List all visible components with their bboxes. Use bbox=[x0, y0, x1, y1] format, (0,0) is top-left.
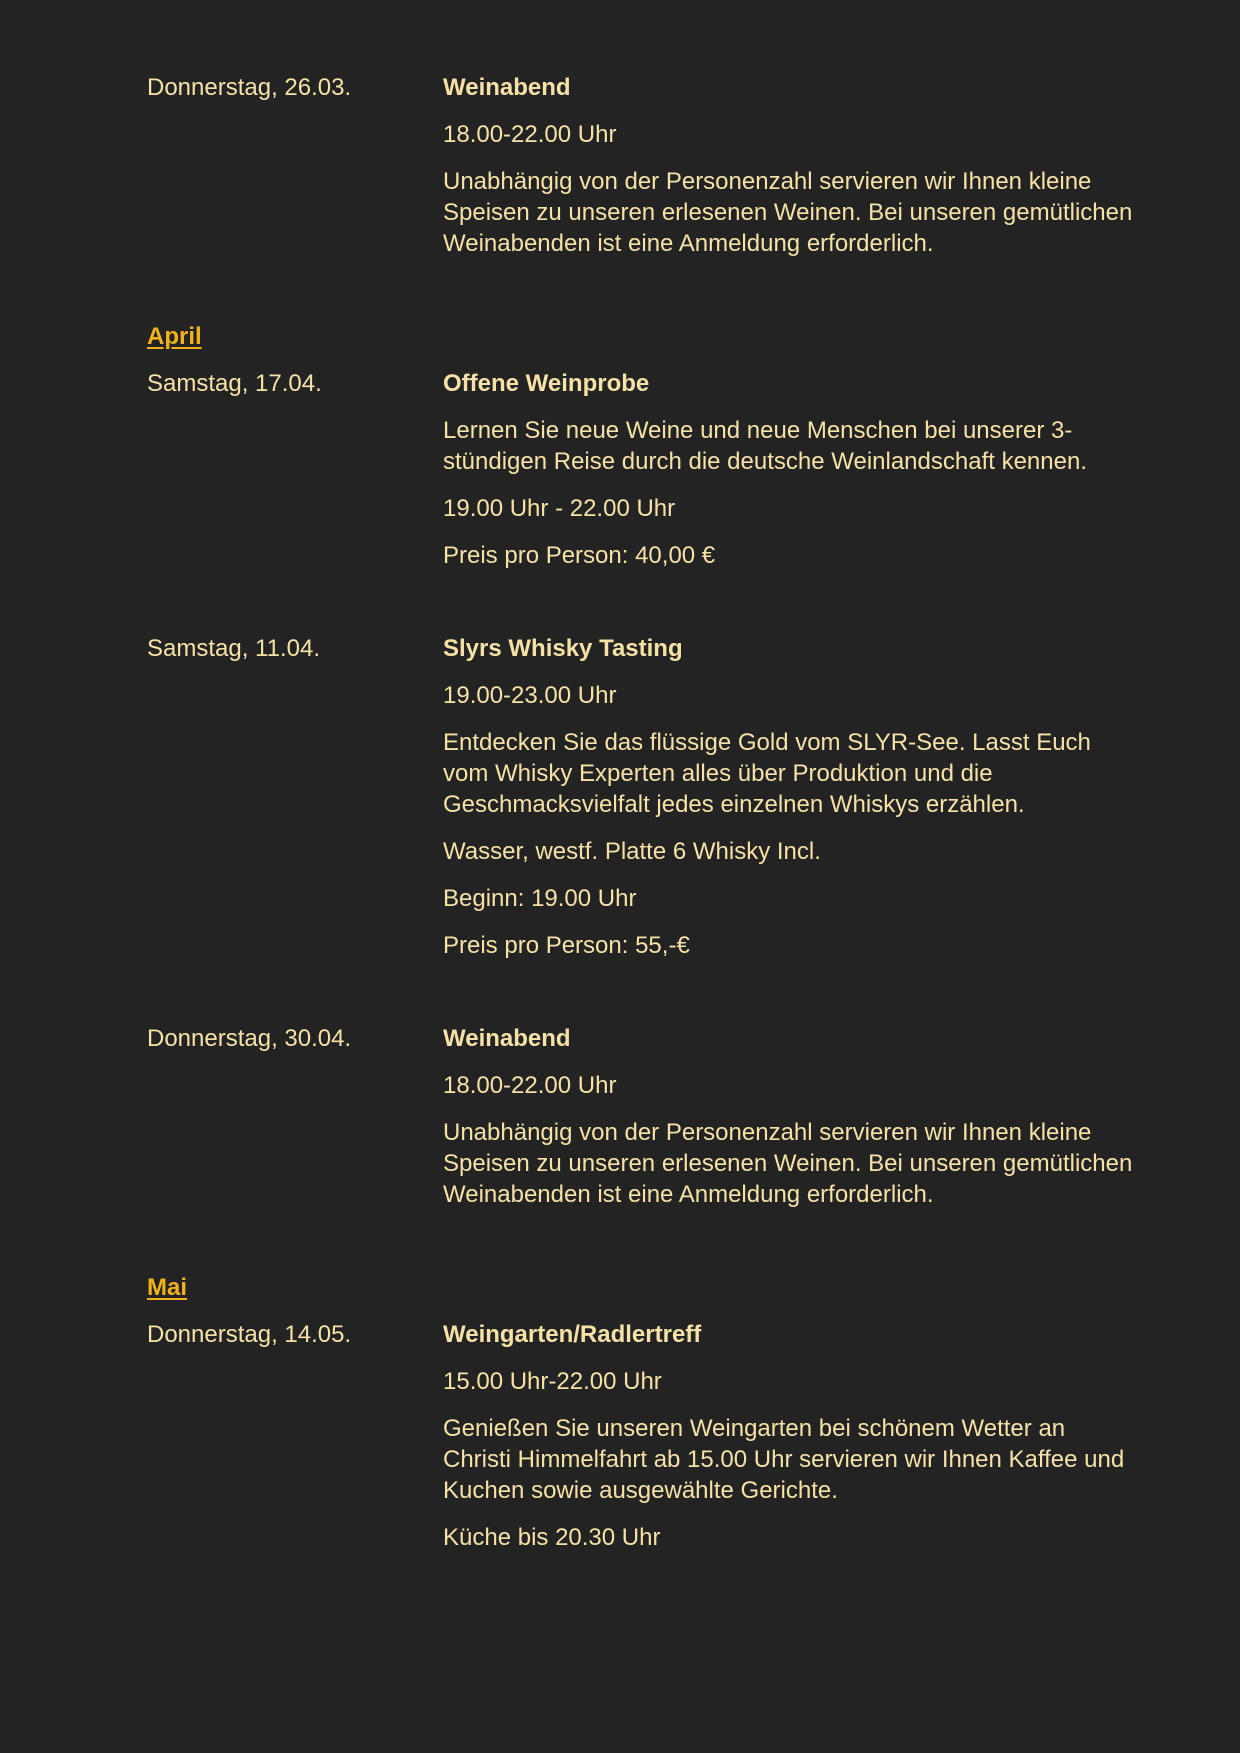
event-date: Donnerstag, 14.05. bbox=[147, 1321, 352, 1348]
event-description: Lernen Sie neue Weine und neue Menschen bei unserer 3-stündigen Reise durch die deutsche Weinlandschaft kennen. bbox=[443, 417, 1087, 475]
event-details bbox=[443, 1023, 1137, 1226]
event-time: 18.00-22.00 Uhr bbox=[443, 1072, 617, 1099]
event-entry bbox=[147, 1023, 1137, 1226]
event-calendar bbox=[147, 72, 1137, 1569]
event-date: Samstag, 11.04. bbox=[147, 635, 320, 662]
event-time: 19.00 Uhr - 22.00 Uhr bbox=[443, 495, 676, 522]
event-entry bbox=[147, 633, 1137, 977]
event-title: Slyrs Whisky Tasting bbox=[443, 635, 683, 662]
event-start: Beginn: 19.00 Uhr bbox=[443, 885, 637, 912]
event-time: 19.00-23.00 Uhr bbox=[443, 682, 617, 709]
event-details bbox=[443, 72, 1137, 275]
month-heading-mai[interactable]: Mai bbox=[147, 1274, 188, 1301]
month-heading-april[interactable]: April bbox=[147, 323, 202, 350]
event-title: Weinabend bbox=[443, 1025, 571, 1052]
event-entry bbox=[147, 72, 1137, 275]
event-description: Entdecken Sie das flüssige Gold vom SLYR-See. Lasst Euch vom Whisky Experten alles über Produktion und die Geschmacksvielfalt jedes einzelnen Whiskys erzählen. bbox=[443, 729, 1091, 818]
event-details bbox=[443, 633, 1137, 977]
event-description: Unabhängig von der Personenzahl servieren wir Ihnen kleine Speisen zu unseren erlesenen Weinen. Bei unseren gemütlichen Weinabenden ist eine Anmeldung erforderlich. bbox=[443, 1119, 1133, 1208]
event-details bbox=[443, 1319, 1137, 1569]
event-title: Weingarten/Radlertreff bbox=[443, 1321, 702, 1348]
event-title: Offene Weinprobe bbox=[443, 370, 650, 397]
event-kitchen-hours: Küche bis 20.30 Uhr bbox=[443, 1524, 661, 1551]
event-description: Genießen Sie unseren Weingarten bei schönem Wetter an Christi Himmelfahrt ab 15.00 Uhr servieren wir Ihnen Kaffee und Kuchen sowie ausgewählte Gerichte. bbox=[443, 1415, 1125, 1504]
event-time: 18.00-22.00 Uhr bbox=[443, 121, 617, 148]
event-date: Donnerstag, 30.04. bbox=[147, 1025, 352, 1052]
event-price: Preis pro Person: 40,00 € bbox=[443, 542, 716, 569]
event-date: Donnerstag, 26.03. bbox=[147, 74, 352, 101]
event-description: Unabhängig von der Personenzahl servieren wir Ihnen kleine Speisen zu unseren erlesenen Weinen. Bei unseren gemütlichen Weinabenden ist eine Anmeldung erforderlich. bbox=[443, 168, 1133, 257]
event-title: Weinabend bbox=[443, 74, 571, 101]
event-date: Samstag, 17.04. bbox=[147, 370, 322, 397]
event-entry bbox=[147, 368, 1137, 587]
event-included: Wasser, westf. Platte 6 Whisky Incl. bbox=[443, 838, 821, 865]
event-entry bbox=[147, 1319, 1137, 1569]
event-details bbox=[443, 368, 1137, 587]
event-time: 15.00 Uhr-22.00 Uhr bbox=[443, 1368, 662, 1395]
event-price: Preis pro Person: 55,-€ bbox=[443, 932, 690, 959]
